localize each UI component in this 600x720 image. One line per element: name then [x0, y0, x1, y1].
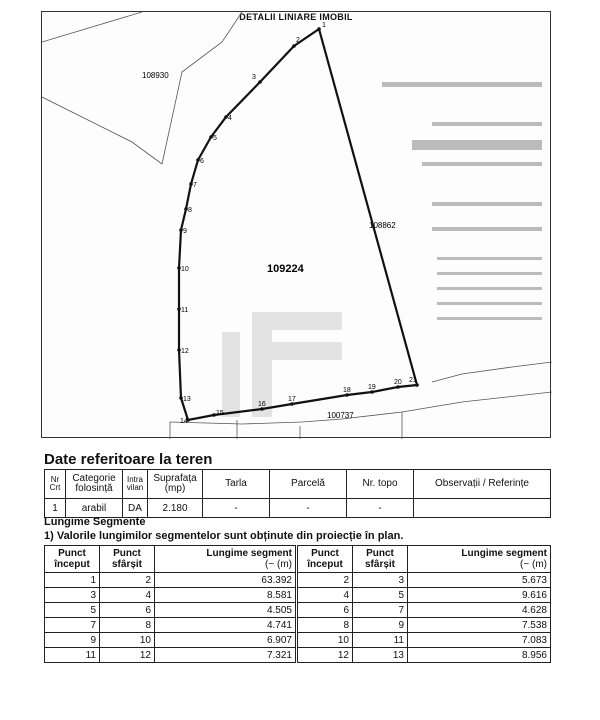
vertex-label: 10 [181, 266, 189, 273]
col-length [408, 546, 551, 573]
land-data-table [44, 469, 551, 518]
table-row [45, 648, 296, 663]
col-suprafata: Suprafața (mp) [148, 470, 203, 499]
col-nrtopo: Nr. topo [347, 470, 414, 499]
table-row [298, 618, 551, 633]
cell-end: 11 [353, 633, 408, 648]
segments-title: Lungime Segmente [44, 516, 146, 528]
cell-end: 8 [100, 618, 155, 633]
vertex-label: 3 [252, 74, 256, 81]
segments-note: 1) Valorile lungimilor segmentelor sunt obținute din proiecție în plan. [44, 530, 404, 542]
col-end: Punct sfârșit [353, 546, 408, 573]
vertex-label: 19 [368, 384, 376, 391]
table-row [45, 603, 296, 618]
vertex-label: 13 [183, 396, 191, 403]
cell-start: 8 [298, 618, 353, 633]
cell-length: 4.741 [155, 618, 296, 633]
cell-end: 13 [353, 648, 408, 663]
cell-length: 8.956 [408, 648, 551, 663]
cell-start: 2 [298, 573, 353, 588]
cell-end: 9 [353, 618, 408, 633]
table-row [45, 618, 296, 633]
table-row [45, 633, 296, 648]
cell-length: 7.538 [408, 618, 551, 633]
table-row [298, 588, 551, 603]
cell-tarla: - [203, 499, 270, 518]
parcel-map [41, 11, 551, 438]
cell-length: 9.616 [408, 588, 551, 603]
vertex-label: 7 [193, 182, 197, 189]
cell-end: 10 [100, 633, 155, 648]
col-parcela: Parcelă [270, 470, 347, 499]
col-length-label: Lungime segment [461, 548, 547, 559]
cell-start: 4 [298, 588, 353, 603]
cell-length: 4.505 [155, 603, 296, 618]
cell-nrtopo: - [347, 499, 414, 518]
cell-observatii [414, 499, 551, 518]
col-end: Punct sfârșit [100, 546, 155, 573]
watermark-logo [222, 312, 342, 417]
vertex-label: 21 [409, 377, 417, 384]
table-header-row [298, 546, 551, 573]
cell-end: 7 [353, 603, 408, 618]
cell-start: 7 [45, 618, 100, 633]
col-length [155, 546, 296, 573]
cell-start: 12 [298, 648, 353, 663]
background-noise [382, 82, 542, 320]
cell-length: 4.628 [408, 603, 551, 618]
table-row [45, 588, 296, 603]
cell-length: 5.673 [408, 573, 551, 588]
vertex-label: 14 [180, 418, 188, 425]
cell-start: 9 [45, 633, 100, 648]
cell-categorie: arabil [66, 499, 123, 518]
section-title-teren: Date referitoare la teren [44, 451, 213, 468]
cell-start: 1 [45, 573, 100, 588]
vertex-label: 2 [296, 37, 300, 44]
col-length-unit: (~ (m) [520, 559, 547, 570]
vertex-label: 4 [228, 115, 232, 122]
table-header-row [45, 546, 296, 573]
neighbor-label-100737: 100737 [327, 411, 354, 420]
col-nr: Nr Crt [45, 470, 66, 499]
cell-end: 4 [100, 588, 155, 603]
vertex-label: 9 [183, 228, 187, 235]
cell-intravilan: DA [123, 499, 148, 518]
vertex-label: 6 [200, 158, 204, 165]
table-row [45, 573, 296, 588]
cell-length: 6.907 [155, 633, 296, 648]
col-length-unit: (~ (m) [265, 559, 292, 570]
vertex-label: 16 [258, 401, 266, 408]
vertex-label: 11 [181, 307, 189, 314]
segments-table-right [297, 545, 551, 663]
col-start: Punct început [45, 546, 100, 573]
cell-suprafata: 2.180 [148, 499, 203, 518]
vertex-label: 1 [322, 22, 326, 29]
table-row [298, 633, 551, 648]
cell-length: 7.321 [155, 648, 296, 663]
vertex-label: 5 [213, 135, 217, 142]
cell-start: 6 [298, 603, 353, 618]
cell-end: 2 [100, 573, 155, 588]
vertex-label: 17 [288, 396, 296, 403]
cell-length: 7.083 [408, 633, 551, 648]
vertex-2 [292, 44, 296, 48]
cell-nr: 1 [45, 499, 66, 518]
cell-end: 5 [353, 588, 408, 603]
neighbor-boundaries [42, 12, 552, 439]
table-row [298, 603, 551, 618]
segments-table-left [44, 545, 296, 663]
cell-end: 3 [353, 573, 408, 588]
vertex-label: 18 [343, 387, 351, 394]
parcel-plan [42, 12, 552, 439]
cell-start: 5 [45, 603, 100, 618]
cell-length: 63.392 [155, 573, 296, 588]
table-header-row [45, 470, 551, 499]
cell-parcela: - [270, 499, 347, 518]
neighbor-label-108862: 108862 [369, 221, 396, 230]
table-row [298, 573, 551, 588]
col-intravilan: Intra vilan [123, 470, 148, 499]
col-start: Punct început [298, 546, 353, 573]
col-observatii: Observații / Referințe [414, 470, 551, 499]
cell-start: 3 [45, 588, 100, 603]
vertex-label: 12 [181, 348, 189, 355]
cell-end: 6 [100, 603, 155, 618]
parcel-id-label: 109224 [267, 263, 304, 275]
col-length-label: Lungime segment [206, 548, 292, 559]
vertex-1 [317, 27, 321, 31]
neighbor-label-108930: 108930 [142, 71, 169, 80]
cell-end: 12 [100, 648, 155, 663]
vertex-label: 8 [188, 207, 192, 214]
vertex-label: 20 [394, 379, 402, 386]
col-categorie: Categorie folosință [66, 470, 123, 499]
table-row [45, 499, 551, 518]
col-tarla: Tarla [203, 470, 270, 499]
cell-start: 11 [45, 648, 100, 663]
map-title: DETALII LINIARE IMOBIL [239, 12, 353, 22]
vertex-label: 15 [216, 410, 224, 417]
table-row [298, 648, 551, 663]
cell-start: 10 [298, 633, 353, 648]
vertex-3 [258, 80, 262, 84]
cell-length: 8.581 [155, 588, 296, 603]
